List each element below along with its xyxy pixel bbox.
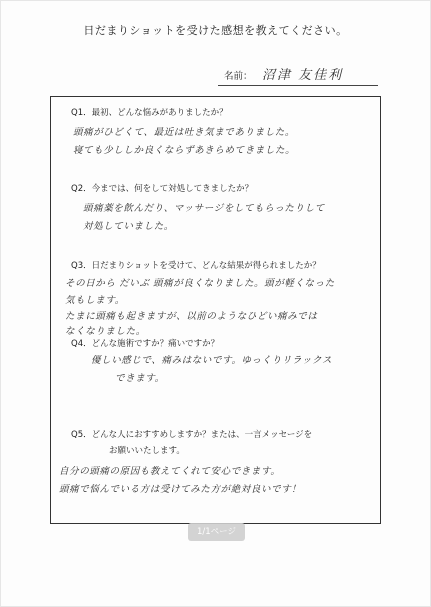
name-label: 名前： xyxy=(224,71,253,82)
question-2: Q2．今までは、何をして対処してきましたか？ xyxy=(71,184,254,194)
name-underline xyxy=(218,85,378,86)
answer-3-line-3: たまに頭痛も起きますが、以前のようなひどい痛みでは xyxy=(65,311,318,322)
answer-4-line-2: できます。 xyxy=(115,373,165,384)
question-5: Q5．どんな人におすすめしますか？または、一言メッセージを xyxy=(71,430,313,440)
answer-3-line-1: その日から だいぶ 頭痛が良くなりました。頭が軽くなった xyxy=(65,278,335,289)
question-3: Q3．日だまりショットを受けて、どんな結果が得られましたか？ xyxy=(71,261,321,271)
answer-1-line-2: 寝ても少ししか良くならずあきらめてきました。 xyxy=(73,145,296,156)
answer-4-line-1: 優しい感じで、痛みはないです。ゆっくりリラックス xyxy=(91,355,333,366)
questionnaire-box xyxy=(50,96,381,524)
question-5-continued: お願いいたします。 xyxy=(109,446,185,456)
question-1: Q1．最初、どんな悩みがありましたか？ xyxy=(71,108,228,118)
answer-2-line-1: 頭痛薬を飲んだり、マッサージをしてもらったりして xyxy=(83,203,325,214)
page-indicator: 1/1ページ xyxy=(188,523,245,541)
answer-5-line-1: 自分の頭痛の原因も教えてくれて安心できます。 xyxy=(59,466,281,477)
question-4: Q4．どんな施術ですか？痛いですか？ xyxy=(71,339,220,349)
answer-2-line-2: 対処していました。 xyxy=(83,221,174,232)
page-title: 日だまりショットを受けた感想を教えてください。 xyxy=(83,24,348,37)
answer-3-line-4: なくなりました。 xyxy=(65,326,146,337)
name-field xyxy=(218,64,378,86)
answer-3-line-2: 気もします。 xyxy=(65,295,125,306)
name-value: 沼津 友佳利 xyxy=(262,68,344,83)
answer-1-line-1: 頭痛がひどくて、最近は吐き気までありました。 xyxy=(73,127,296,138)
answer-5-line-2: 頭痛で悩んでいる方は受けてみた方が絶対良いです！ xyxy=(59,484,302,495)
